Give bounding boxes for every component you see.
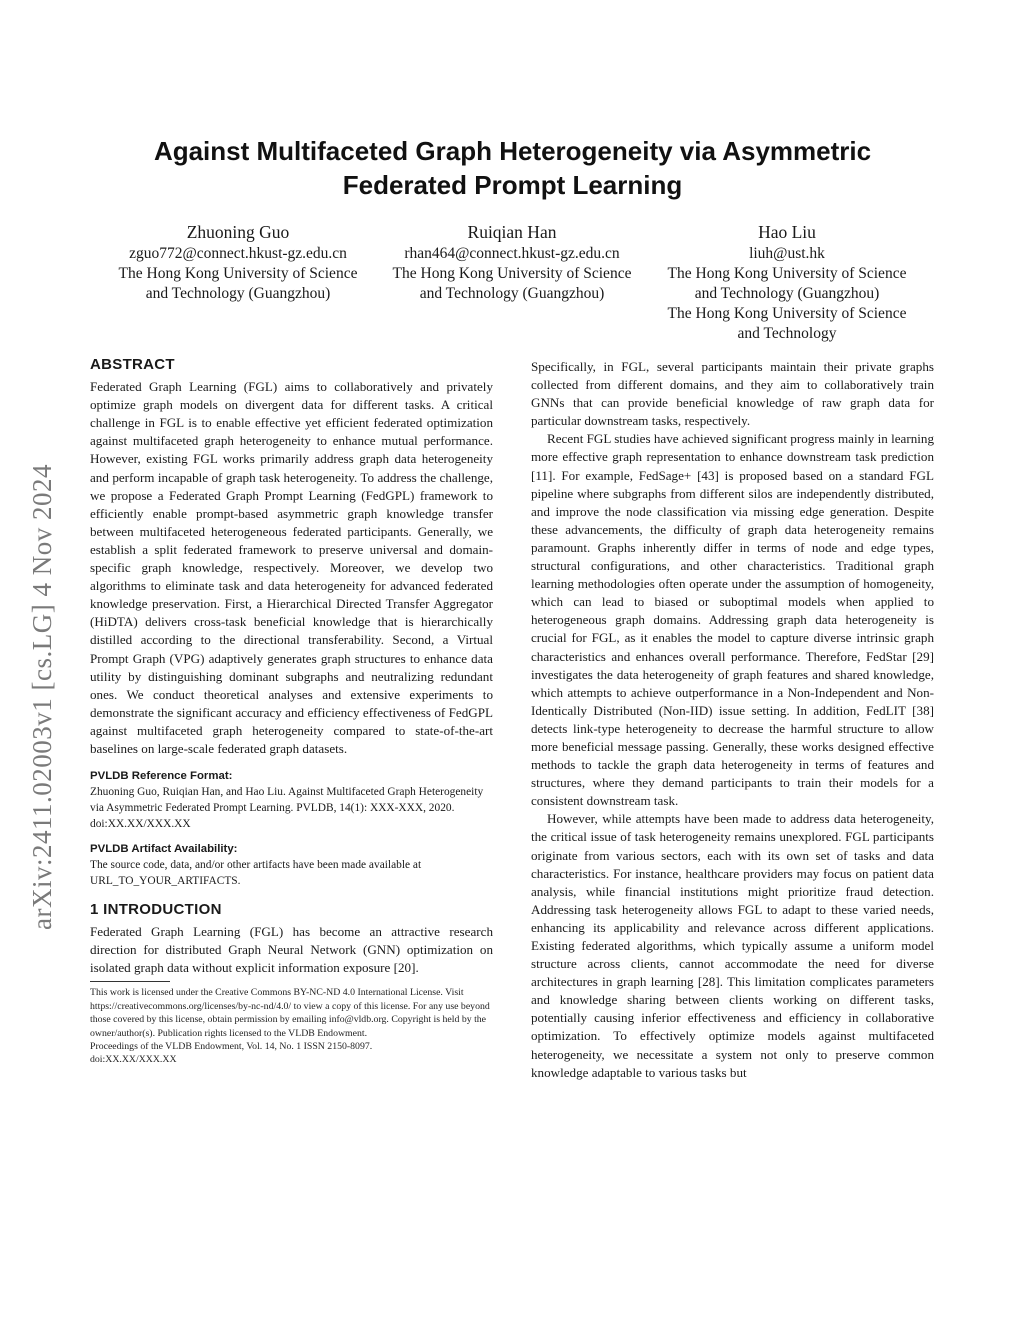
abstract-heading: ABSTRACT	[90, 356, 175, 373]
left-column	[90, 356, 493, 1067]
title-line-1: Against Multifaceted Graph Heterogeneity via Asymmetric	[153, 136, 872, 166]
abstract-text: Federated Graph Learning (FGL) aims to collaboratively and privately optimize graph models on divergent data for different tasks. A critical challenge in FGL is to enable effective yet efficient federated optimization against multifaceted graph heterogeneity to enhance mutual performance. However, existing FGL works primarily address graph data heterogeneity and perform incapable of graph task heterogeneity. To address the challenge, we propose a Federated Graph Prompt Learning (FedGPL) framework to efficiently enable prompt-based asymmetric graph knowledge transfer between multifaceted heterogeneous federated participants. Generally, we establish a split federated framework to preserve universal and domain-specific graph knowledge, respectively. Moreover, we develop two algorithms to eliminate task and data heterogeneity for advanced federated knowledge preservation. First, a Hierarchical Directed Transfer Aggregator (HiDTA) delivers cross-task beneficial knowledge that is hierarchically distilled according to the directional transferability. Second, a Virtual Prompt Graph (VPG) adaptively generates graph structures to enhance data utility by distinguishing dominant subgraphs and neutralizing redundant ones. We conduct theoretical analyses and extensive experiments to demonstrate the significant accuracy and efficiency effectiveness of FedGPL against multifaceted graph heterogeneity compared to state-of-the-art baselines on large-scale federated graph datasets.	[90, 379, 493, 756]
introduction-heading: 1 INTRODUCTION	[90, 901, 222, 919]
author-email: liuh@ust.hk	[749, 245, 825, 262]
reference-format-heading: PVLDB Reference Format:	[90, 770, 233, 783]
author-block-1	[108, 220, 368, 304]
author-email: zguo772@connect.hkust-gz.edu.cn	[129, 245, 347, 262]
author-affiliation: The Hong Kong University of Science	[392, 265, 632, 282]
author-affiliation: and Technology (Guangzhou)	[145, 285, 331, 302]
right-column	[531, 358, 934, 1082]
license-footnote: This work is licensed under the Creative Commons BY-NC-ND 4.0 International License. Visit https://creativecommons.org/licenses/by-nc-nd/4.0/ to view a copy of this license. For any use beyond those covered by this license, obtain permission by emailing info@vldb.org. Copyright is held by the owner/author(s). Publication rights licensed to the VLDB Endowment.	[90, 987, 490, 1039]
introduction-paragraph-1: Federated Graph Learning (FGL) has become an attractive research direction for distributed Graph Neural Network (GNN) optimization on isolated graph data without explicit information exposure [20].	[90, 924, 493, 976]
title-line-2: Federated Prompt Learning	[342, 170, 683, 200]
reference-format-doi: doi:XX.XX/XXX.XX	[90, 818, 191, 831]
author-affiliation: The Hong Kong University of Science	[667, 265, 907, 282]
author-affiliation: The Hong Kong University of Science	[667, 305, 907, 322]
author-email: rhan464@connect.hkust-gz.edu.cn	[404, 245, 620, 262]
author-name: Ruiqian Han	[467, 222, 557, 242]
footnote-rule	[90, 981, 170, 982]
proceedings-footnote: Proceedings of the VLDB Endowment, Vol. 14, No. 1 ISSN 2150-8097.	[90, 1041, 373, 1053]
author-affiliation: and Technology (Guangzhou)	[419, 285, 605, 302]
introduction-paragraph-2: Recent FGL studies have achieved significant progress mainly in learning more effective graph representation to enhance downstream task prediction [11]. For example, FedSage+ [43] is proposed based on a standard FGL pipeline where subgraphs from different silos are independently distributed, and improve the node classification via missing edge generation. Despite these advancements, the difficulty of graph data heterogeneity remains paramount. Graphs inherently differ in terms of node and edge types, structural configurations, and other characteristics. Traditional graph learning methodologies often operate under the assumption of homogeneity, which can lead to biased or suboptimal models when applied to heterogeneous graph domains. Addressing graph data heterogeneity is crucial for FGL, as it enables the model to capture diverse intrinsic graph characteristics and enhances overall performance. Therefore, FedStar [29] investigates the data heterogeneity of graph features and shared knowledge, which attempts to achieve outperformance in a Non-Independent and Non-Identically Distributed (Non-IID) issue setting. In addition, FedLIT [38] detects link-type heterogeneity to decrease the harmful structure to allow more beneficial message passing. Generally, these works designed effective methods to tackle the graph data heterogeneity in terms of features and structures, where they demand participants to train their models for a consistent downstream task.	[531, 431, 934, 809]
doi-footnote: doi:XX.XX/XXX.XX	[90, 1054, 177, 1066]
author-name: Zhuoning Guo	[186, 222, 290, 242]
arxiv-stamp: arXiv:2411.02003v1 [cs.LG] 4 Nov 2024	[27, 464, 57, 930]
author-name: Hao Liu	[758, 222, 816, 242]
author-block-2	[382, 220, 642, 304]
author-affiliation: and Technology (Guangzhou)	[694, 285, 880, 302]
artifact-text: The source code, data, and/or other artifacts have been made available at URL_TO_YOUR_ARTIFACTS.	[90, 859, 422, 888]
author-affiliation: The Hong Kong University of Science	[118, 265, 358, 282]
paper-title	[90, 134, 935, 202]
artifact-heading: PVLDB Artifact Availability:	[90, 843, 238, 856]
reference-format-text: Zhuoning Guo, Ruiqian Han, and Hao Liu. Against Multifaceted Graph Heterogeneity via Asymmetric Federated Prompt Learning. PVLDB, 14(1): XXX-XXX, 2020.	[90, 786, 484, 815]
author-affiliation: and Technology	[737, 325, 837, 342]
introduction-paragraph-1-continued: Specifically, in FGL, several participants maintain their private graphs collected from different domains, and they aim to collaboratively train GNNs that can provide beneficial knowledge of raw graph data for particular downstream tasks, respectively.	[531, 359, 934, 429]
introduction-paragraph-3: However, while attempts have been made to address data heterogeneity, the critical issue of task heterogeneity remains unexplored. FGL participants originate from various sectors, each with its own set of tasks and data characteristics. For instance, healthcare providers may focus on patient data analysis, while financial institutions might prioritize fraud detection. Addressing task heterogeneity allows FGL to adapt to these varied needs, enhancing its applicability and relevance across different applications. Existing federated algorithms, which typically assume a uniform model structure across clients, cannot accommodate the need for diverse architectures in graph learning [28]. This limitation complicates parameters and knowledge sharing between clients working on different tasks, potentially causing inferior effectiveness and efficiency in collaborative optimization. To effectively optimize models against multifaceted heterogeneity, we necessitate a system not only to preserve common knowledge adaptable to various tasks but	[531, 811, 934, 1080]
author-block-3	[657, 220, 917, 344]
